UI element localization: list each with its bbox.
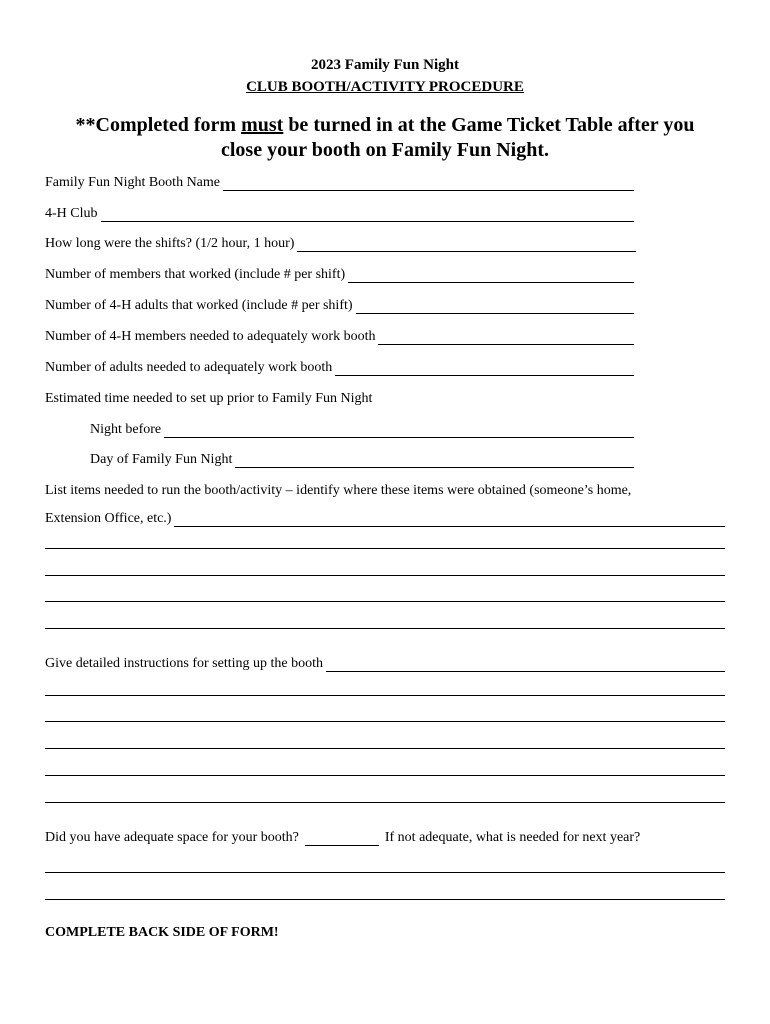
shifts-row <box>45 235 636 252</box>
notice-must: must <box>241 114 284 136</box>
items-row-1 <box>45 482 631 499</box>
shifts-label: How long were the shifts? (1/2 hour, 1 hour) <box>45 236 295 251</box>
items-line[interactable] <box>45 628 725 629</box>
setup-time-label: Estimated time needed to set up prior to Family Fun Night <box>45 391 373 406</box>
instructions-line[interactable] <box>45 775 725 776</box>
back-side-reminder: COMPLETE BACK SIDE OF FORM! <box>45 925 279 940</box>
form-subtitle: CLUB BOOTH/ACTIVITY PROCEDURE <box>246 79 524 95</box>
instructions-field[interactable] <box>326 657 725 672</box>
space-row <box>45 829 640 846</box>
items-label-line2: Extension Office, etc.) <box>45 511 172 526</box>
setup-time-row <box>45 390 372 407</box>
items-label-line1: List items needed to run the booth/activity – identify where these items were obtained (someone’s home, <box>45 483 632 498</box>
notice-part1: **Completed form <box>75 114 242 136</box>
day-of-field[interactable] <box>235 453 634 468</box>
adults-worked-row <box>45 297 634 314</box>
notice-part2: be turned in at the Game Ticket Table after you <box>283 114 695 136</box>
adults-needed-field[interactable] <box>335 361 634 376</box>
night-before-field[interactable] <box>164 423 634 438</box>
adults-needed-row <box>45 359 634 376</box>
members-needed-row <box>45 328 634 345</box>
club-field[interactable] <box>101 207 635 222</box>
adults-worked-label: Number of 4-H adults that worked (include # per shift) <box>45 298 353 313</box>
club-row <box>45 205 634 222</box>
booth-name-label: Family Fun Night Booth Name <box>45 175 220 190</box>
next-year-line[interactable] <box>45 899 725 900</box>
space-answer-field[interactable] <box>305 831 379 846</box>
booth-name-field[interactable] <box>223 176 634 191</box>
adults-needed-label: Number of adults needed to adequately work booth <box>45 360 333 375</box>
day-of-row <box>90 451 634 468</box>
form-title: 2023 Family Fun Night <box>311 57 459 73</box>
submission-notice-line2: close your booth on Family Fun Night. <box>221 139 549 161</box>
instructions-line[interactable] <box>45 695 725 696</box>
night-before-row <box>90 421 634 438</box>
club-label: 4-H Club <box>45 206 98 221</box>
members-worked-field[interactable] <box>348 268 634 283</box>
day-of-label: Day of Family Fun Night <box>90 452 233 467</box>
shifts-field[interactable] <box>297 237 636 252</box>
next-year-question-label: If not adequate, what is needed for next year? <box>384 830 641 845</box>
members-worked-label: Number of members that worked (include # per shift) <box>45 267 346 282</box>
space-question-label: Did you have adequate space for your booth? <box>45 830 299 845</box>
items-line[interactable] <box>45 601 725 602</box>
members-needed-label: Number of 4-H members needed to adequately work booth <box>45 329 376 344</box>
submission-notice-line1 <box>0 113 770 138</box>
items-line[interactable] <box>45 575 725 576</box>
items-line[interactable] <box>45 548 725 549</box>
next-year-line[interactable] <box>45 872 725 873</box>
instructions-line[interactable] <box>45 802 725 803</box>
instructions-row <box>45 655 725 672</box>
items-row-2 <box>45 510 725 527</box>
night-before-label: Night before <box>90 422 162 437</box>
items-field[interactable] <box>174 512 725 527</box>
instructions-line[interactable] <box>45 748 725 749</box>
members-worked-row <box>45 266 634 283</box>
booth-name-row <box>45 174 634 191</box>
instructions-line[interactable] <box>45 721 725 722</box>
members-needed-field[interactable] <box>378 330 634 345</box>
instructions-label: Give detailed instructions for setting up the booth <box>45 656 324 671</box>
adults-worked-field[interactable] <box>356 299 634 314</box>
